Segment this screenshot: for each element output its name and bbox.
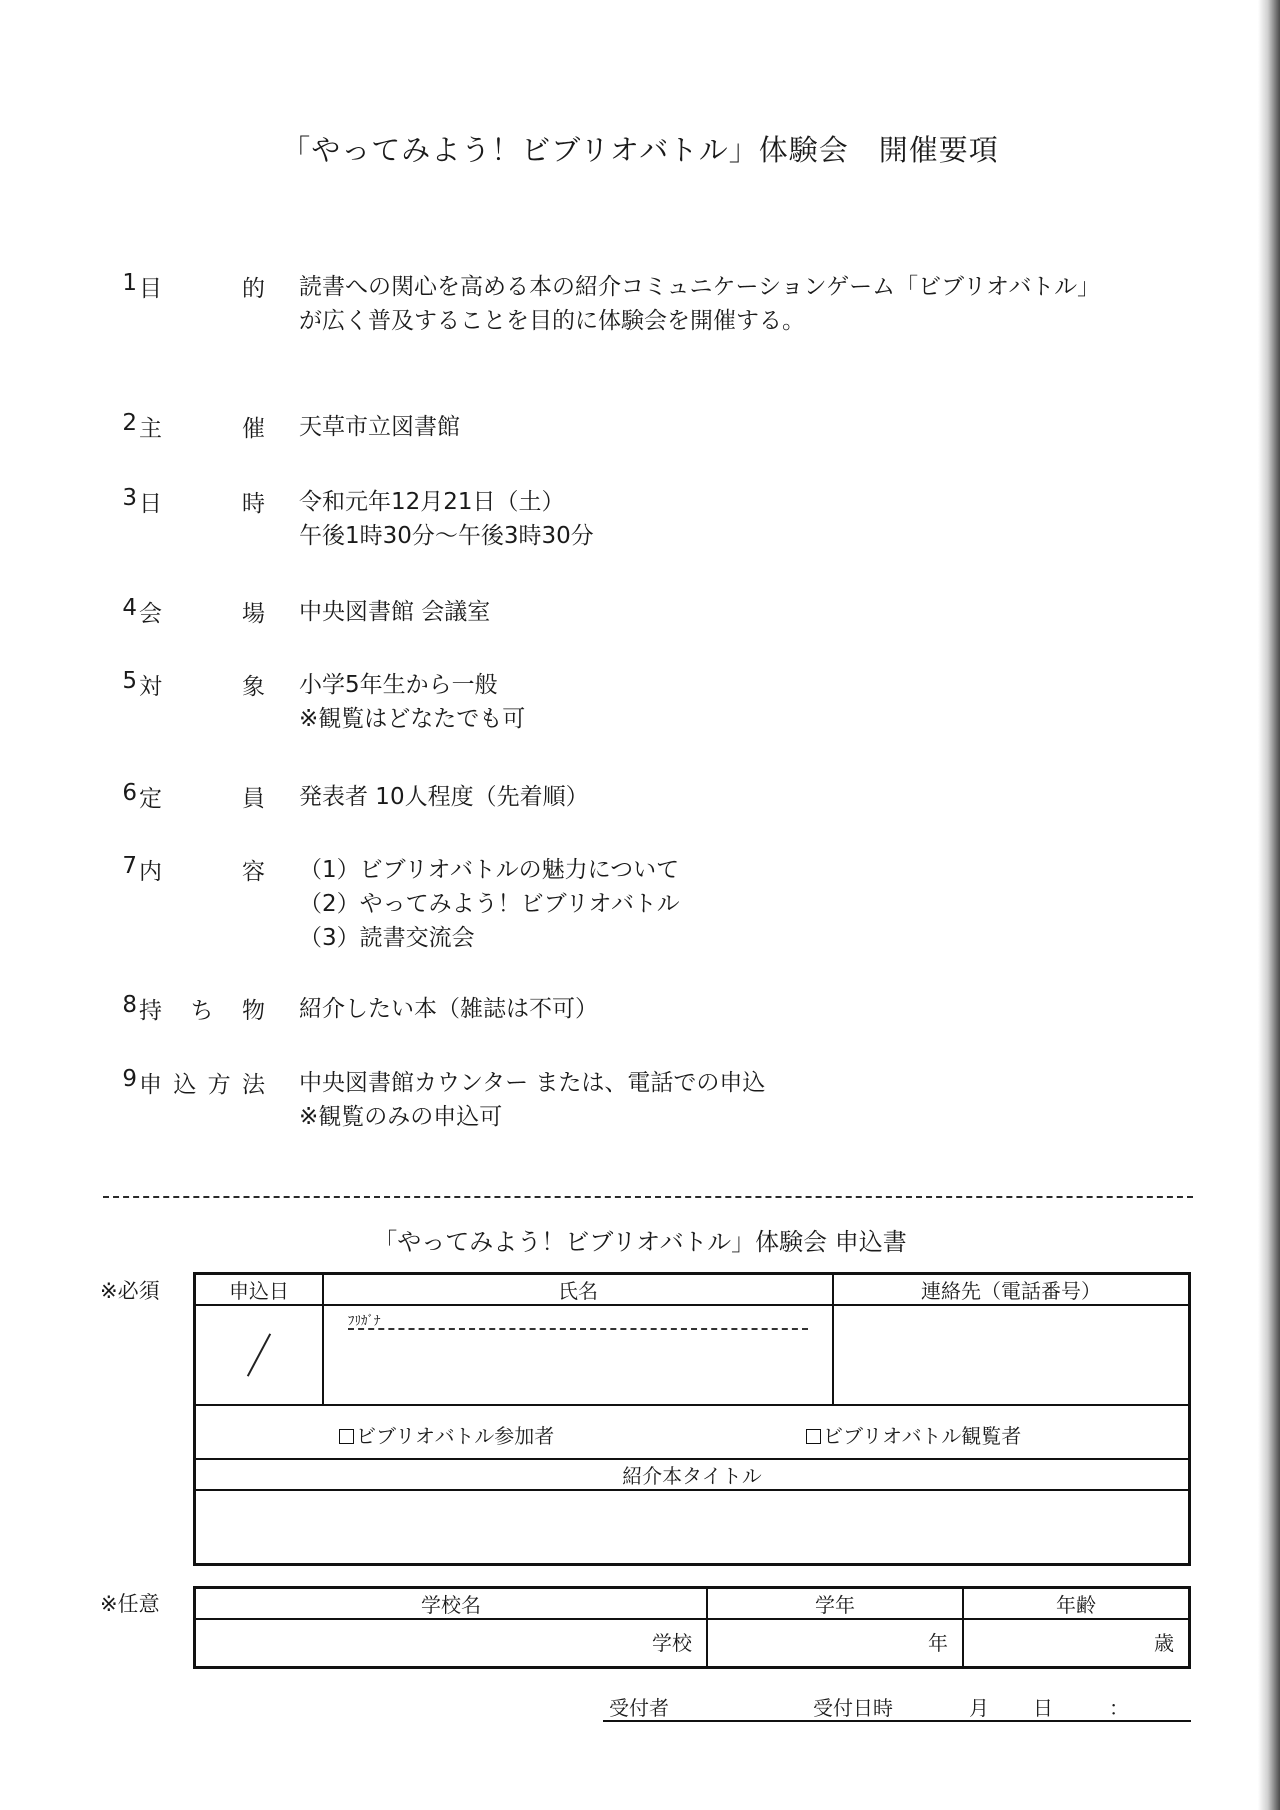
age-unit: 歳 <box>1154 1630 1174 1655</box>
section-label <box>139 595 265 628</box>
contact-field[interactable] <box>833 1305 1190 1405</box>
form-title: 「やってみよう！ビブリオバトル」体験会 申込書 <box>373 1228 907 1256</box>
section-label-char: 定 <box>139 786 162 812</box>
section-content-line: 午後1時30分～午後3時30分 <box>299 523 594 549</box>
section-number: 4 <box>122 595 137 621</box>
reception-month-label: 月 <box>969 1696 989 1720</box>
section-content <box>299 485 1179 553</box>
section-label-char: 申 <box>139 1072 162 1098</box>
section-content-line: 令和元年12月21日（土） <box>299 489 565 515</box>
section-content-line: 小学5年生から一般 <box>299 672 498 698</box>
school-unit: 学校 <box>652 1630 692 1655</box>
section-label-char: 催 <box>242 416 265 442</box>
section-content <box>299 668 1179 736</box>
section-label-char: 内 <box>139 859 162 885</box>
section-content-line: 紹介したい本（雑誌は不可） <box>299 996 598 1022</box>
section-label-char: 象 <box>242 674 265 700</box>
section-content-line: が広く普及することを目的に体験会を開催する。 <box>299 308 805 334</box>
optional-fields-table <box>193 1586 1191 1669</box>
reception-colon: ： <box>1109 1696 1129 1720</box>
section-label-char: 方 <box>207 1072 231 1098</box>
section-content <box>299 780 1179 814</box>
section-content-line: 発表者 10人程度（先着順） <box>299 784 589 810</box>
section-label <box>139 485 265 518</box>
book-title-field[interactable] <box>195 1490 1190 1564</box>
header-school: 学校名 <box>195 1588 708 1620</box>
section-label-char: 日 <box>139 491 162 517</box>
section-label-char: 持 <box>139 998 162 1024</box>
grade-field[interactable] <box>707 1619 963 1667</box>
required-note: ※必須 <box>100 1279 160 1303</box>
section-content <box>299 1066 1179 1134</box>
section-label-char: 法 <box>241 1072 265 1098</box>
section-label-char: 対 <box>139 674 162 700</box>
reception-line <box>603 1692 1191 1722</box>
section-label-char: ち <box>190 998 214 1024</box>
section-number: 1 <box>122 270 137 296</box>
optional-note: ※任意 <box>100 1592 160 1616</box>
section-label <box>139 992 265 1025</box>
book-title-header: 紹介本タイトル <box>195 1459 1190 1490</box>
viewer-checkbox[interactable] <box>806 1429 821 1444</box>
role-checkbox-row <box>195 1405 1190 1459</box>
receiver-label: 受付者 <box>609 1696 669 1720</box>
participant-label: ビブリオバトル参加者 <box>356 1424 555 1448</box>
participant-checkbox[interactable] <box>339 1429 354 1444</box>
section-label-char: 員 <box>242 786 265 812</box>
furigana-label: ﾌﾘｶﾞﾅ <box>348 1314 381 1329</box>
section-content <box>299 270 1179 338</box>
section-content <box>299 410 1179 444</box>
reception-day-label: 日 <box>1033 1696 1053 1720</box>
furigana-line <box>348 1328 808 1330</box>
header-age: 年齢 <box>963 1588 1190 1620</box>
section-content <box>299 595 1179 629</box>
reception-datetime-label: 受付日時 <box>813 1696 893 1720</box>
section-content-line: 中央図書館カウンター または、電話での申込 <box>299 1070 766 1096</box>
header-contact: 連絡先（電話番号） <box>833 1274 1190 1306</box>
date-separator-slash <box>247 1333 271 1376</box>
section-number: 7 <box>122 853 137 879</box>
section-label <box>139 410 265 443</box>
section-label-char: 的 <box>242 276 265 302</box>
section-label-char: 主 <box>139 416 162 442</box>
section-number: 3 <box>122 485 137 511</box>
date-field[interactable] <box>195 1305 324 1405</box>
section-content-line: （1）ビブリオバトルの魅力について <box>299 857 680 883</box>
section-content-line: 中央図書館 会議室 <box>299 599 491 625</box>
section-number: 5 <box>122 668 137 694</box>
section-content <box>299 853 1179 955</box>
section-label-char: 時 <box>242 491 265 517</box>
section-label <box>139 780 265 813</box>
grade-unit: 年 <box>928 1630 948 1655</box>
section-content <box>299 992 1179 1026</box>
required-fields-table <box>193 1272 1191 1566</box>
age-field[interactable] <box>963 1619 1190 1667</box>
section-label-char: 物 <box>242 998 265 1024</box>
header-date: 申込日 <box>195 1274 324 1306</box>
section-label-char: 目 <box>139 276 162 302</box>
name-field[interactable] <box>323 1305 833 1405</box>
section-label <box>139 270 265 303</box>
section-content-line: 読書への関心を高める本の紹介コミュニケーションゲーム「ビブリオバトル」 <box>299 274 1101 300</box>
section-number: 6 <box>122 780 137 806</box>
section-label <box>139 1066 265 1099</box>
section-content-line: ※観覧はどなたでも可 <box>299 706 526 732</box>
section-number: 2 <box>122 410 137 436</box>
section-label <box>139 853 265 886</box>
section-content-line: ※観覧のみの申込可 <box>299 1104 503 1130</box>
document-title: 「やってみよう！ビブリオバトル」体験会 開催要項 <box>281 133 999 167</box>
participant-option[interactable] <box>339 1420 554 1449</box>
section-number: 8 <box>122 992 137 1018</box>
cut-line-divider <box>103 1196 1193 1198</box>
section-label-char: 場 <box>242 601 265 627</box>
section-label-char: 込 <box>173 1072 197 1098</box>
section-label <box>139 668 265 701</box>
section-content-line: （2）やってみよう！ビブリオバトル <box>299 891 680 917</box>
school-field[interactable] <box>195 1619 708 1667</box>
header-grade: 学年 <box>707 1588 963 1620</box>
section-number: 9 <box>122 1066 137 1092</box>
viewer-label: ビブリオバトル観覧者 <box>823 1424 1022 1448</box>
section-content-line: （3）読書交流会 <box>299 925 475 951</box>
scan-edge-shadow <box>1258 0 1280 1810</box>
header-name: 氏名 <box>323 1274 833 1306</box>
section-label-char: 会 <box>139 601 162 627</box>
section-label-char: 容 <box>242 859 265 885</box>
viewer-option[interactable] <box>806 1420 1021 1449</box>
section-content-line: 天草市立図書館 <box>299 414 460 440</box>
